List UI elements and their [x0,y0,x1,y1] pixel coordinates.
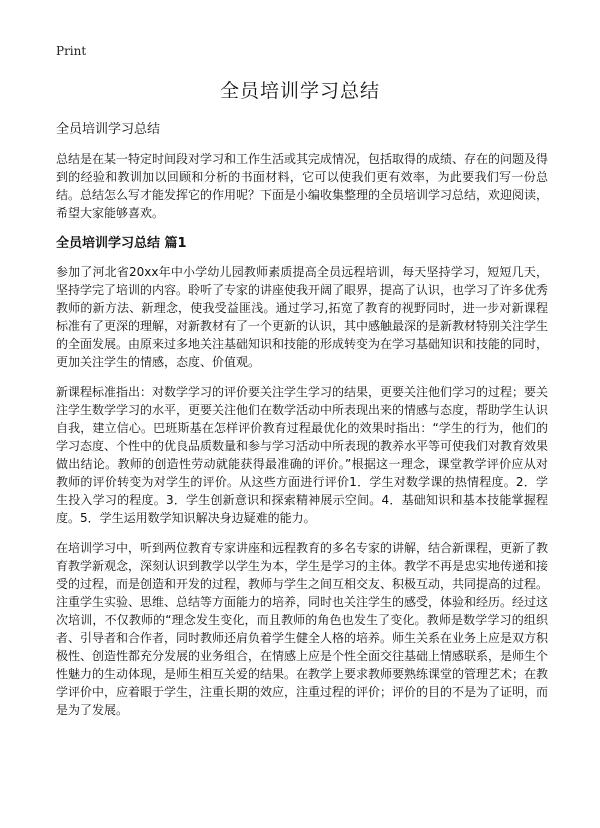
body-paragraph-2: 新课程标准指出：对数学学习的评价要关注学生学习的结果，更要关注他们学习的过程；要关注学生数学学习的水平，更要关注他们在数学活动中所表现出来的情感与态度，帮助学生认识自我，建立信心。巴班斯基在怎样评价教育过程最优化的效果时指出：“学生的行为，他们的学习态度、个性中的优良品质数量和参与学习活动中所表现的教养水平等可使我们对教育效果做出结论。教师的创造性劳动就能获得最准确的评价。”根据这一理念，课堂教学评价应从对教师的评价转变为对学生的评价。从这些方面进行评价1．学生对数学课的热情程度。2．学生投入学习的程度。3．学生创新意识和探索精神展示空间。4．基础知识和基本技能掌握程度。5．学生运用数学知识解决身边疑难的能力。 [56,385,549,525]
body-paragraph-1: 参加了河北省20xx年中小学幼儿园教师素质提高全员远程培训，每天坚持学习，短短几天，坚持学完了培训的内容。聆听了专家的讲座使我开阔了眼界，提高了认识，也学习了许多优秀教师的新方法、新理念，使我受益匪浅。通过学习,拓宽了教育的视野同时，进一步对新课程标准有了更深的理解，对新教材有了一个更新的认识，其中感触最深的是新教材特别关注学生的全面发展。由原来过多地关注基础知识和技能的形成转变为在学习基础知识和技能的同时，更加关注学生的情感，态度、价值观。 [56,265,549,369]
section-heading: 全员培训学习总结 篇1 [56,236,187,251]
body-paragraph-3: 在培训学习中，听到两位教育专家讲座和远程教育的多名专家的讲解，结合新课程，更新了教育教学新观念，深刻认识到教学以学生为本，学生是学习的主体。教学不再是忠实地传递和接受的过程，而是创造和开发的过程，教师与学生之间互相交友、积极互动，共同提高的过程。注重学生实验、思维、总结等方面能力的培养，同时也关注学生的感受，体验和经历。经过这次培训，不仅教师的“理念发生变化，而且教师的角色也发生了变化。教师是数学学习的组织者、引导者和合作者，同时教师还肩负着学生健全人格的培养。师生关系在业务上应是双方积极性、创造性都充分发展的业务组合，在情感上应是个性全面交往基础上情感联系，是师生个性魅力的生动体现，是师生相互关爱的结果。在教学上要求教师要熟练课堂的管理艺术；在教学评价中，应着眼于学生，注重长期的效应，注重过程的评价；评价的目的不是为了证明，而是为了发展。 [56,541,549,717]
print-link[interactable]: Print [56,44,87,58]
document-body [56,120,548,731]
intro-paragraph: 总结是在某一特定时间段对学习和工作生活或其完成情况，包括取得的成绩、存在的问题及得到的经验和教训加以回顾和分析的书面材料，它可以使我们更有效率，为此要我们写一份总结。总结怎么写才能发挥它的作用呢？下面是小编收集整理的全员培训学习总结，欢迎阅读，希望大家能够喜欢。 [56,152,549,220]
document-title: 全员培训学习总结 [219,80,380,102]
document-subtitle: 全员培训学习总结 [56,122,161,137]
